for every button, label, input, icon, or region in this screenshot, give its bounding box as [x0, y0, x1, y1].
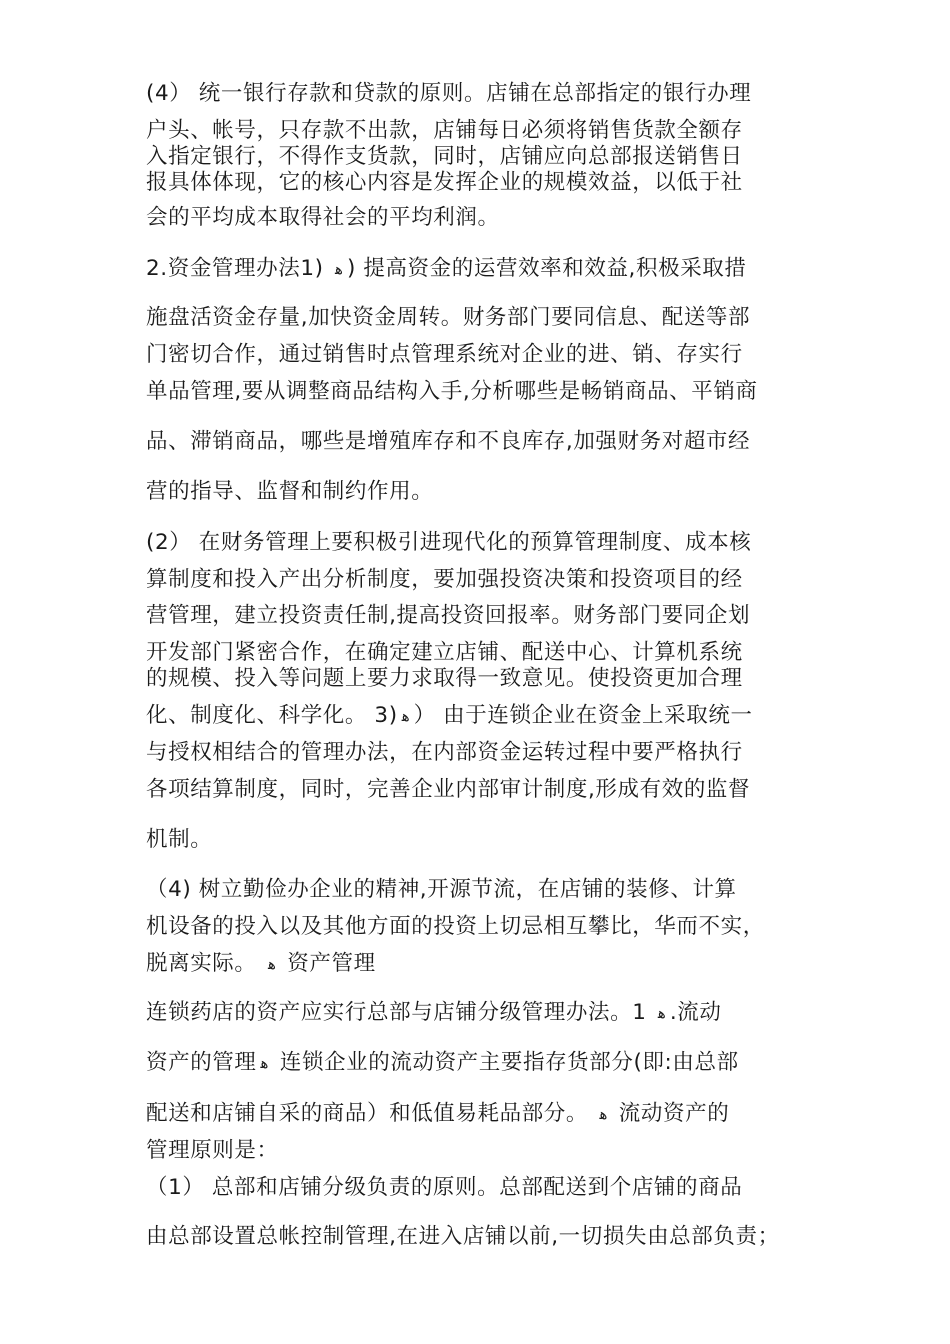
- text-line: 管理原则是：: [146, 1138, 279, 1163]
- bullet-glyph-icon: ﻫ: [335, 260, 343, 278]
- bullet-glyph-icon: ﻫ: [657, 1004, 666, 1022]
- text-segment: .流动: [669, 1000, 722, 1025]
- text-line: 与授权相结合的管理办法，在内部资金运转过程中要严格执行: [146, 740, 743, 765]
- text-line: 报具体体现，它的核心内容是发挥企业的规模效益，以低于社: [146, 170, 743, 195]
- text-line: 门密切合作，通过销售时点管理系统对企业的进、销、存实行: [146, 342, 743, 367]
- text-line: 施盘活资金存量,加快资金周转。财务部门要同信息、配送等部: [146, 305, 751, 330]
- text-segment: 化、制度化、科学化。 3): [146, 703, 398, 728]
- text-line: [146, 256, 747, 282]
- text-line: 单品管理,要从调整商品结构入手,分析哪些是畅销商品、平销商: [146, 379, 758, 404]
- text-line: 机制。: [146, 827, 213, 852]
- bullet-glyph-icon: ﻫ: [260, 1054, 269, 1072]
- text-segment: 连锁企业的流动资产主要指存货部分(即:由总部: [272, 1050, 739, 1075]
- text-line: 算制度和投入产出分析制度，要加强投资决策和投资项目的经: [146, 567, 743, 592]
- text-line: [146, 951, 376, 977]
- text-line: 各项结算制度，同时，完善企业内部审计制度,形成有效的监督: [146, 777, 751, 802]
- text-line: [146, 1050, 739, 1076]
- text-line: [146, 703, 753, 729]
- text-line: 机设备的投入以及其他方面的投资上切忌相互攀比，华而不实，: [146, 914, 765, 939]
- text-segment: 配送和店铺自采的商品）和低值易耗品部分。: [146, 1101, 596, 1126]
- text-segment: 2.资金管理办法1): [146, 256, 332, 281]
- text-segment: 脱离实际。: [146, 951, 264, 976]
- text-segment: ） 由于连锁企业在资金上采取统一: [413, 703, 753, 728]
- bullet-glyph-icon: ﻫ: [267, 955, 276, 973]
- bullet-glyph-icon: ﻫ: [599, 1105, 608, 1123]
- bullet-glyph-icon: ﻫ: [401, 707, 410, 725]
- text-segment: ) 提高资金的运营效率和效益,积极采取措: [346, 256, 747, 281]
- text-line: 开发部门紧密合作，在确定建立店铺、配送中心、计算机系统: [146, 640, 743, 665]
- text-segment: 资产的管理: [146, 1050, 257, 1075]
- text-segment: 连锁药店的资产应实行总部与店铺分级管理办法。1: [146, 1000, 654, 1025]
- text-line: 户头、帐号，只存款不出款，店铺每日必须将销售货款全额存: [146, 118, 743, 143]
- text-line: 由总部设置总帐控制管理,在进入店铺以前,一切损失由总部负责；: [146, 1224, 780, 1249]
- text-line: 入指定银行，不得作支货款，同时，店铺应向总部报送销售日: [146, 144, 743, 169]
- text-line: [146, 1000, 721, 1026]
- text-line: (4） 统一银行存款和贷款的原则。店铺在总部指定的银行办理: [146, 81, 752, 106]
- text-line: [146, 1101, 729, 1127]
- text-line: 营管理，建立投资责任制,提高投资回报率。财务部门要同企划: [146, 603, 751, 628]
- text-line: (2） 在财务管理上要积极引进现代化的预算管理制度、成本核: [146, 530, 752, 555]
- text-line: （1） 总部和店铺分级负责的原则。总部配送到个店铺的商品: [146, 1175, 743, 1200]
- text-line: 的规模、投入等问题上要力求取得一致意见。使投资更加合理: [146, 666, 743, 691]
- text-line: 营的指导、监督和制约作用。: [146, 479, 434, 504]
- text-line: 品、滞销商品，哪些是增殖库存和不良库存,加强财务对超市经: [146, 429, 751, 454]
- text-segment: 资产管理: [279, 951, 376, 976]
- text-line: （4) 树立勤俭办企业的精神,开源节流，在店铺的装修、计算: [146, 877, 737, 902]
- text-segment: 流动资产的: [611, 1101, 730, 1126]
- text-line: 会的平均成本取得社会的平均利润。: [146, 205, 500, 230]
